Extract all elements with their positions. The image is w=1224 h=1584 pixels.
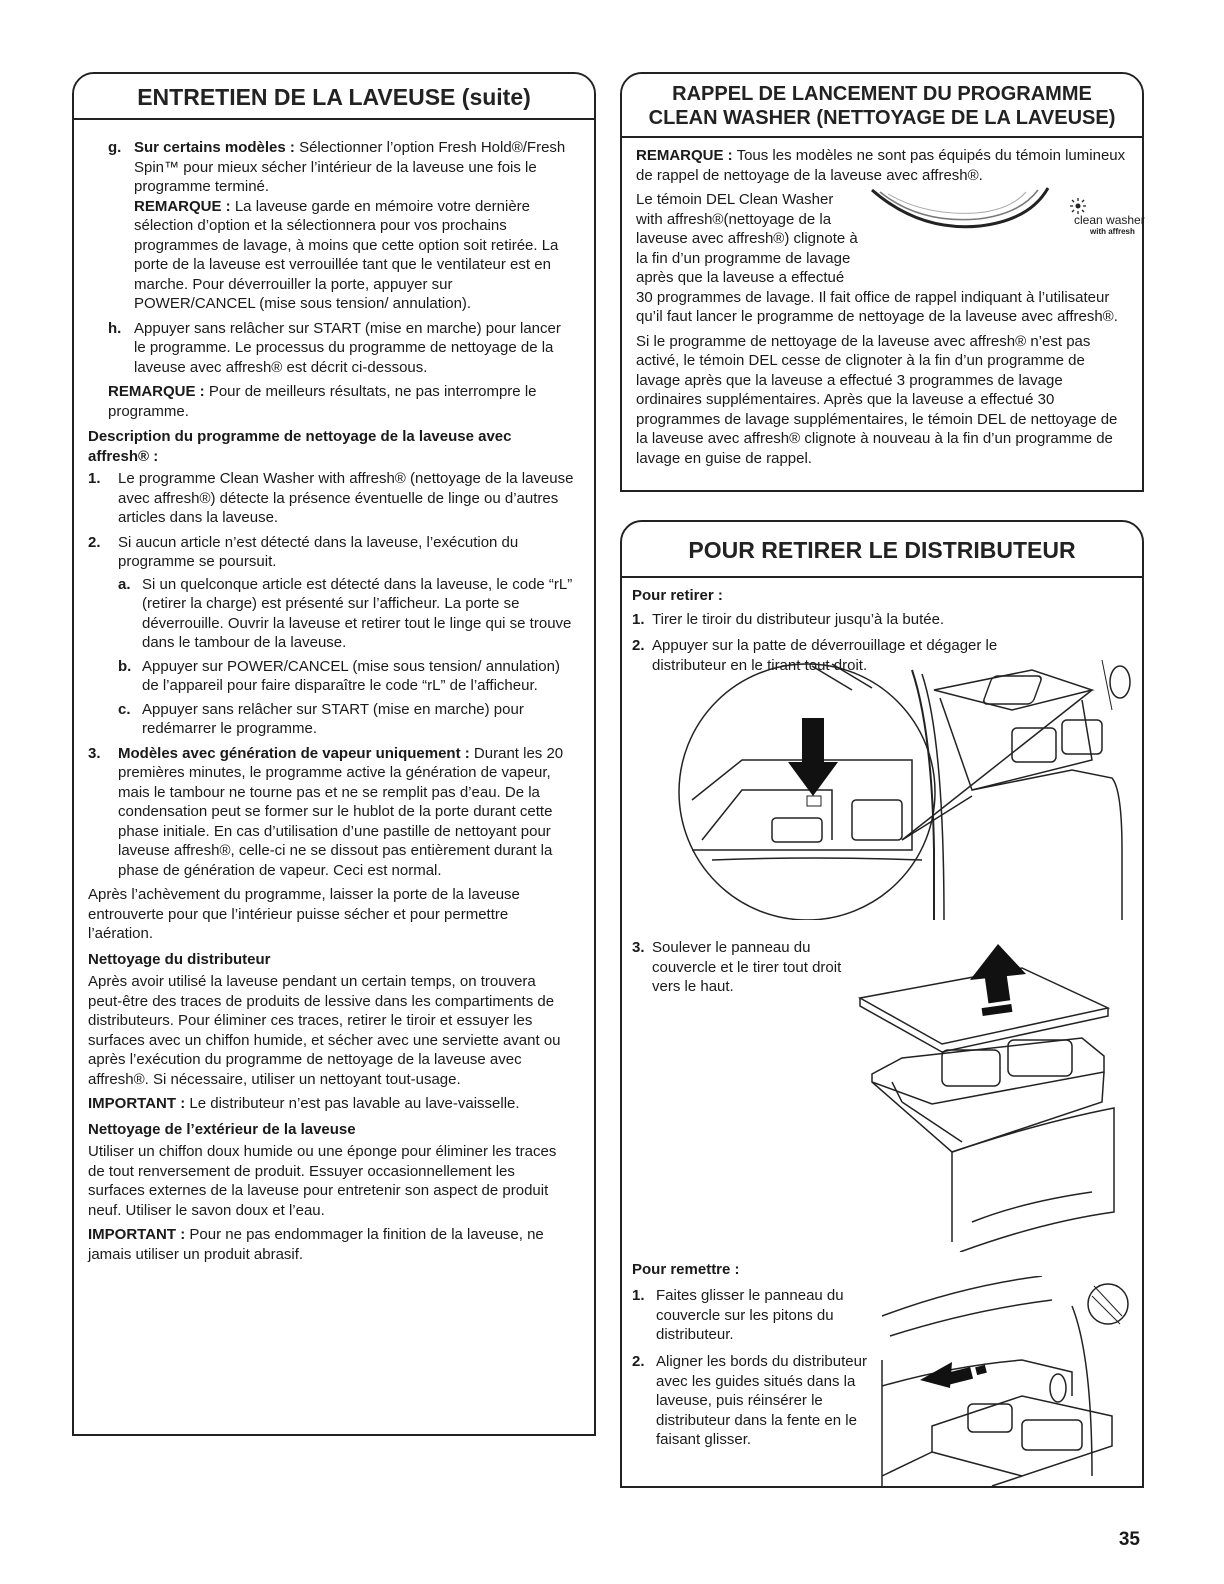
knob [1088, 1284, 1128, 1324]
step-1-text: Le programme Clean Washer with affresh® (nettoyage de la laveuse avec affresh®) détecte la présence éventuelle de linge ou d’autres articles dans la laveuse. [118, 470, 574, 526]
exterior-cleaning-text: Utiliser un chiffon doux humide ou une éponge pour éliminer les traces de tout renversement de produit. Essuyer occasionnellement les surfaces externes de la laveuse pour entretenir son aspect de produit neuf. Utiliser le savon doux et l’eau. [88, 1143, 557, 1219]
replace-heading: Pour remettre : [632, 1261, 740, 1278]
remove-dispenser-title: POUR RETIRER LE DISTRIBUTEUR [622, 522, 1142, 578]
after-cycle-text: Après l’achèvement du programme, laisser la porte de la laveuse entrouverte pour que l’intérieur puisse sécher et pour permettre l’aération. [88, 886, 520, 942]
step-2b-marker: b. [118, 657, 132, 675]
step-2c-marker: c. [118, 700, 131, 718]
replace-step-1-text: Faites glisser le panneau du couvercle sur les pitons du distributeur. [656, 1287, 844, 1343]
reminder-content [622, 138, 1145, 468]
lift-cover-figure [842, 922, 1124, 1252]
remove-step-3-marker: 3. [632, 939, 645, 956]
cover-panel [860, 968, 1108, 1044]
step-2b-text: Appuyer sur POWER/CANCEL (mise sous tension/ annulation) de l’appareil pour faire disparaître le code “rL” de l’afficheur. [142, 657, 560, 694]
step-2a-text: Si un quelconque article est détecté dans la laveuse, le code “rL” (retirer la charge) est présenté sur l’afficheur. La porte se déverrouille. Ouvrir la laveuse et retirer tout le linge qui se trouve dans le tambour de la laveuse. [142, 575, 573, 651]
remove-step-2-text: Appuyer sur la patte de déverrouillage et dégager le distributeur en le tirant tout droit. [652, 637, 998, 674]
replace-step-1-marker: 1. [632, 1287, 645, 1304]
step-2 [88, 533, 574, 739]
maintenance-content [74, 120, 594, 1264]
step-3-lead: Modèles avec génération de vapeur uniquement : [118, 744, 470, 762]
note-label: REMARQUE : [108, 383, 205, 400]
remove-step-2-marker: 2. [632, 637, 645, 654]
option-g-lead: Sur certains modèles : [134, 139, 295, 156]
important-dishwasher [88, 1094, 574, 1114]
reminder-title [622, 74, 1142, 138]
description-heading: Description du programme de nettoyage de la laveuse avec affresh® : [88, 428, 512, 465]
option-g-marker: g. [108, 139, 122, 156]
step-1-marker: 1. [88, 470, 101, 487]
led-icon-sublabel: with affresh [1090, 227, 1135, 236]
reminder-section [620, 72, 1144, 492]
important-abrasive-text: Pour ne pas endommager la finition de la laveuse, ne jamais utiliser un produit abrasif. [88, 1226, 544, 1263]
important-dishwasher-text: Le distributeur n’est pas lavable au lave-vaisselle. [185, 1095, 520, 1112]
zoom-circle [679, 664, 935, 920]
page-number: 35 [1118, 1529, 1140, 1550]
important-label: IMPORTANT : [88, 1095, 186, 1112]
note-text: Pour de meilleurs résultats, ne pas interrompre le programme. [108, 383, 537, 420]
note-paragraph [88, 382, 574, 421]
reminder-note [636, 146, 1128, 185]
dispenser-cleaning-heading: Nettoyage du distributeur [88, 950, 271, 968]
remove-dispenser-section [620, 520, 1144, 1488]
reinsert-dispenser-figure [872, 1276, 1144, 1486]
step-1 [88, 469, 574, 528]
step-3-text: Durant les 20 premières minutes, le programme active la génération de vapeur, mais le tambour ne tourne pas et ne se remplit pas d’eau. De la condensation peut se former sur le hublot de la porte durant cette phase initiale. En cas d’utilisation d’une pastille de nettoyant pour laveuse affresh®, celle-ci ne se dissout pas entièrement durant la phase de génération de vapeur. Ceci est normal. [118, 744, 564, 879]
option-g-text: Sélectionner l’option Fresh Hold®/Fresh Spin™ pour mieux sécher l’intérieur de la laveuse une fois le programme terminé. [134, 139, 566, 195]
step-2a-marker: a. [118, 575, 131, 593]
down-arrow-icon [788, 718, 838, 806]
option-h [88, 319, 574, 378]
maintenance-section [72, 72, 596, 1436]
remove-step-3-text: Soulever le panneau du couvercle et le tirer tout droit vers le haut. [652, 939, 842, 995]
reminder-paragraph-2: Si le programme de nettoyage de la laveuse avec affresh® n’est pas activé, le témoin DEL cesse de clignoter à la fin d’un programme de lavage après que la laveuse a effectué 3 programmes de lavage ordinaires supplémentaires. Après que la laveuse a effectué 30 programmes de lavage supplémentaires, le témoin DEL de nettoyage de la laveuse avec affresh® clignote à nouveau à la fin d’un programme de lavage en guise de rappel. [636, 332, 1118, 467]
reminder-note-label: REMARQUE : [636, 147, 733, 164]
step-3 [88, 744, 574, 881]
step-2-marker: 2. [88, 533, 101, 551]
important-label-2: IMPORTANT : [88, 1226, 186, 1243]
led-indicator-icon [1070, 198, 1086, 214]
reminder-note-text: Tous les modèles ne sont pas équipés du témoin lumineux de rappel de nettoyage de la laveuse avec affresh®. [636, 147, 1126, 184]
step-2-text: Si aucun article n’est détecté dans la laveuse, l’exécution du programme se poursuit. [118, 533, 519, 570]
dispenser-release-figure [672, 650, 1140, 920]
up-arrow-icon [970, 944, 1026, 1016]
led-description-rest: 30 programmes de lavage. Il fait office de rappel indiquant à l’utilisateur qu’il faut lancer le programme de nettoyage de la laveuse avec affresh®. [636, 288, 1118, 325]
reminder-title-line1: RAPPEL DE LANCEMENT DU PROGRAMME [672, 83, 1092, 105]
option-g-note-label: REMARQUE : [134, 197, 231, 215]
exterior-cleaning-heading: Nettoyage de l’extérieur de la laveuse [88, 1120, 356, 1138]
step-2c-text: Appuyer sans relâcher sur START (mise en marche) pour redémarrer le programme. [142, 700, 524, 737]
step-3-marker: 3. [88, 744, 101, 762]
replace-step-2-marker: 2. [632, 1353, 645, 1370]
reminder-title-line2: CLEAN WASHER (NETTOYAGE DE LA LAVEUSE) [648, 107, 1116, 129]
replace-step-1 [632, 1286, 872, 1345]
step-2b [118, 657, 574, 696]
remove-step-1 [632, 610, 1122, 630]
led-icon-label: clean washer [1074, 213, 1145, 227]
option-g [88, 138, 574, 314]
replace-step-2 [632, 1352, 876, 1450]
step-2a [118, 575, 574, 653]
option-h-marker: h. [108, 319, 122, 337]
replace-step-2-text: Aligner les bords du distributeur avec les guides situés dans la laveuse, puis réinsérer le distributeur dans la fente en le faisant glisser. [656, 1353, 867, 1448]
remove-step-1-text: Tirer le tiroir du distributeur jusqu’à la butée. [652, 611, 945, 628]
dispenser-cleaning-text: Après avoir utilisé la laveuse pendant un certain temps, on trouvera peut-être des traces de produits de lessive dans les compartiments de distributeurs. Pour éliminer ces traces, retirer le tiroir et essuyer les surfaces avec un chiffon humide, et sécher avec une serviette avant ou après l’exécution du programme de nettoyage de la laveuse avec affresh®. Si nécessaire, utiliser un nettoyant tout-usage. [88, 973, 561, 1088]
remove-step-3 [632, 938, 842, 997]
important-abrasive [88, 1225, 574, 1264]
remove-heading: Pour retirer : [632, 587, 723, 604]
option-h-text: Appuyer sans relâcher sur START (mise en marche) pour lancer le programme. Le processus du programme de nettoyage de la laveuse avec affresh® est décrit ci-dessous. [134, 319, 561, 376]
control-panel-dial-icon [860, 186, 1128, 284]
option-g-note-text: La laveuse garde en mémoire votre dernière sélection d’option et la sélectionnera pour vos prochains programmes de lavage, à moins que cette option soit retirée. La porte de la laveuse est verrouillée tant que le ventilateur est en marche. Pour déverrouiller la porte, appuyer sur POWER/CANCEL (mise sous tension/ annulation). [134, 197, 559, 312]
step-2c [118, 700, 574, 739]
remove-step-1-marker: 1. [632, 611, 645, 628]
maintenance-title: ENTRETIEN DE LA LAVEUSE (suite) [74, 74, 594, 120]
led-illustration [860, 186, 1145, 284]
led-description-wrapped: Le témoin DEL Clean Washer with affresh®(nettoyage de la laveuse avec affresh®) clignote à la fin d’un programme de lavage après que la laveuse a effectué [636, 191, 858, 286]
